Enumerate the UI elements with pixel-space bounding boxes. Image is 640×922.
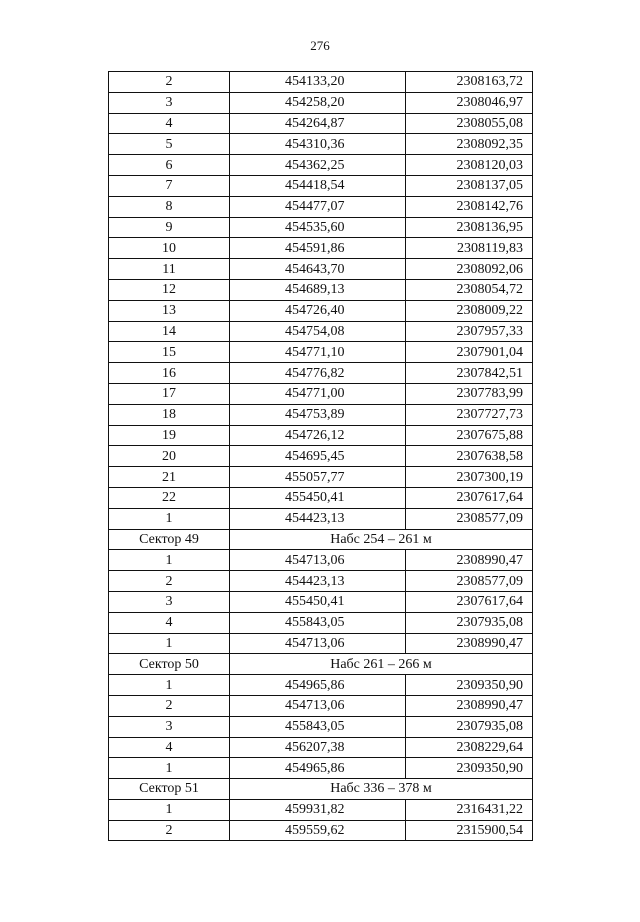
y-coordinate: 2309350,90 — [406, 675, 533, 696]
x-coordinate: 454726,12 — [230, 425, 406, 446]
x-coordinate: 454477,07 — [230, 196, 406, 217]
y-coordinate: 2308577,09 — [406, 508, 533, 529]
x-coordinate: 454965,86 — [230, 675, 406, 696]
sector-elevation-range: Набс 261 – 266 м — [230, 654, 533, 675]
y-coordinate: 2308577,09 — [406, 571, 533, 592]
y-coordinate: 2307300,19 — [406, 467, 533, 488]
sector-label: Сектор 51 — [109, 779, 230, 800]
x-coordinate: 454133,20 — [230, 72, 406, 93]
y-coordinate: 2307935,08 — [406, 716, 533, 737]
sector-elevation-range: Набс 336 – 378 м — [230, 779, 533, 800]
point-number: 12 — [109, 279, 230, 300]
y-coordinate: 2308229,64 — [406, 737, 533, 758]
x-coordinate: 456207,38 — [230, 737, 406, 758]
point-number: 11 — [109, 259, 230, 280]
x-coordinate: 454754,08 — [230, 321, 406, 342]
x-coordinate: 454591,86 — [230, 238, 406, 259]
point-number: 1 — [109, 550, 230, 571]
x-coordinate: 454713,06 — [230, 550, 406, 571]
x-coordinate: 459559,62 — [230, 820, 406, 841]
x-coordinate: 454310,36 — [230, 134, 406, 155]
table-row — [109, 300, 533, 321]
point-number: 13 — [109, 300, 230, 321]
y-coordinate: 2307727,73 — [406, 404, 533, 425]
x-coordinate: 454776,82 — [230, 363, 406, 384]
x-coordinate: 455450,41 — [230, 591, 406, 612]
point-number: 7 — [109, 175, 230, 196]
point-number: 21 — [109, 467, 230, 488]
table-row — [109, 175, 533, 196]
y-coordinate: 2307935,08 — [406, 612, 533, 633]
x-coordinate: 455450,41 — [230, 487, 406, 508]
point-number: 2 — [109, 571, 230, 592]
table-row — [109, 363, 533, 384]
point-number: 1 — [109, 758, 230, 779]
point-number: 14 — [109, 321, 230, 342]
table-row — [109, 279, 533, 300]
point-number: 6 — [109, 155, 230, 176]
table-row — [109, 92, 533, 113]
point-number: 1 — [109, 675, 230, 696]
point-number: 3 — [109, 591, 230, 612]
x-coordinate: 454258,20 — [230, 92, 406, 113]
table-row — [109, 591, 533, 612]
table-row — [109, 716, 533, 737]
y-coordinate: 2308054,72 — [406, 279, 533, 300]
x-coordinate: 454643,70 — [230, 259, 406, 280]
table-row — [109, 550, 533, 571]
point-number: 2 — [109, 820, 230, 841]
sector-header-row — [109, 779, 533, 800]
point-number: 18 — [109, 404, 230, 425]
y-coordinate: 2307617,64 — [406, 487, 533, 508]
point-number: 5 — [109, 134, 230, 155]
y-coordinate: 2308055,08 — [406, 113, 533, 134]
point-number: 3 — [109, 716, 230, 737]
table-row — [109, 72, 533, 93]
table-row — [109, 404, 533, 425]
point-number: 15 — [109, 342, 230, 363]
sector-label: Сектор 49 — [109, 529, 230, 550]
table-row — [109, 155, 533, 176]
x-coordinate: 459931,82 — [230, 799, 406, 820]
x-coordinate: 455843,05 — [230, 716, 406, 737]
x-coordinate: 454423,13 — [230, 508, 406, 529]
table-row — [109, 695, 533, 716]
point-number: 3 — [109, 92, 230, 113]
y-coordinate: 2307901,04 — [406, 342, 533, 363]
table-row — [109, 508, 533, 529]
y-coordinate: 2308163,72 — [406, 72, 533, 93]
point-number: 20 — [109, 446, 230, 467]
x-coordinate: 454423,13 — [230, 571, 406, 592]
table-row — [109, 238, 533, 259]
y-coordinate: 2308046,97 — [406, 92, 533, 113]
table-row — [109, 113, 533, 134]
y-coordinate: 2307675,88 — [406, 425, 533, 446]
table-row — [109, 467, 533, 488]
y-coordinate: 2316431,22 — [406, 799, 533, 820]
table-row — [109, 571, 533, 592]
x-coordinate: 454535,60 — [230, 217, 406, 238]
y-coordinate: 2307783,99 — [406, 383, 533, 404]
point-number: 2 — [109, 72, 230, 93]
point-number: 4 — [109, 612, 230, 633]
y-coordinate: 2308990,47 — [406, 633, 533, 654]
page-number: 276 — [310, 38, 330, 53]
x-coordinate: 454264,87 — [230, 113, 406, 134]
table-row — [109, 217, 533, 238]
table-row — [109, 487, 533, 508]
x-coordinate: 454695,45 — [230, 446, 406, 467]
x-coordinate: 454726,40 — [230, 300, 406, 321]
point-number: 16 — [109, 363, 230, 384]
y-coordinate: 2307957,33 — [406, 321, 533, 342]
y-coordinate: 2308092,06 — [406, 259, 533, 280]
table-row — [109, 633, 533, 654]
y-coordinate: 2315900,54 — [406, 820, 533, 841]
table-row — [109, 675, 533, 696]
x-coordinate: 454771,00 — [230, 383, 406, 404]
point-number: 4 — [109, 113, 230, 134]
y-coordinate: 2308990,47 — [406, 695, 533, 716]
point-number: 2 — [109, 695, 230, 716]
table-row — [109, 799, 533, 820]
sector-label: Сектор 50 — [109, 654, 230, 675]
x-coordinate: 455057,77 — [230, 467, 406, 488]
x-coordinate: 454965,86 — [230, 758, 406, 779]
point-number: 19 — [109, 425, 230, 446]
table-row — [109, 259, 533, 280]
sector-elevation-range: Набс 254 – 261 м — [230, 529, 533, 550]
sector-header-row — [109, 654, 533, 675]
y-coordinate: 2307638,58 — [406, 446, 533, 467]
table-row — [109, 134, 533, 155]
y-coordinate: 2307842,51 — [406, 363, 533, 384]
table-row — [109, 342, 533, 363]
coordinates-table — [108, 71, 533, 841]
y-coordinate: 2308137,05 — [406, 175, 533, 196]
point-number: 17 — [109, 383, 230, 404]
point-number: 22 — [109, 487, 230, 508]
y-coordinate: 2308119,83 — [406, 238, 533, 259]
table-row — [109, 425, 533, 446]
table-row — [109, 383, 533, 404]
table-row — [109, 758, 533, 779]
table-row — [109, 737, 533, 758]
x-coordinate: 454713,06 — [230, 695, 406, 716]
y-coordinate: 2308120,03 — [406, 155, 533, 176]
coordinates-table-body — [109, 72, 533, 841]
y-coordinate: 2308009,22 — [406, 300, 533, 321]
x-coordinate: 455843,05 — [230, 612, 406, 633]
point-number: 1 — [109, 633, 230, 654]
table-row — [109, 612, 533, 633]
x-coordinate: 454362,25 — [230, 155, 406, 176]
point-number: 1 — [109, 799, 230, 820]
table-row — [109, 820, 533, 841]
point-number: 10 — [109, 238, 230, 259]
x-coordinate: 454689,13 — [230, 279, 406, 300]
table-row — [109, 321, 533, 342]
y-coordinate: 2309350,90 — [406, 758, 533, 779]
table-row — [109, 196, 533, 217]
sector-header-row — [109, 529, 533, 550]
table-row — [109, 446, 533, 467]
y-coordinate: 2308136,95 — [406, 217, 533, 238]
y-coordinate: 2308142,76 — [406, 196, 533, 217]
point-number: 1 — [109, 508, 230, 529]
y-coordinate: 2308990,47 — [406, 550, 533, 571]
x-coordinate: 454418,54 — [230, 175, 406, 196]
x-coordinate: 454753,89 — [230, 404, 406, 425]
x-coordinate: 454713,06 — [230, 633, 406, 654]
point-number: 4 — [109, 737, 230, 758]
y-coordinate: 2308092,35 — [406, 134, 533, 155]
y-coordinate: 2307617,64 — [406, 591, 533, 612]
point-number: 8 — [109, 196, 230, 217]
point-number: 9 — [109, 217, 230, 238]
x-coordinate: 454771,10 — [230, 342, 406, 363]
